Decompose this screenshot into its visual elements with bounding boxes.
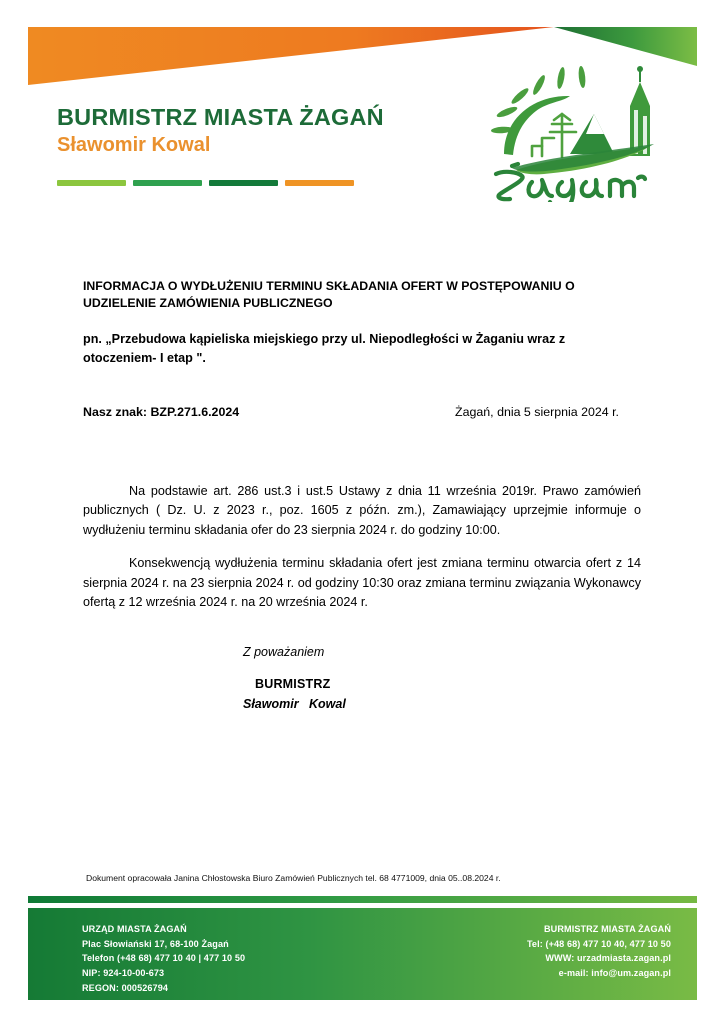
masthead-title: BURMISTRZ MIASTA ŻAGAŃ xyxy=(57,104,384,130)
footer-mayor-phone: Tel: (+48 68) 477 10 40, 477 10 50 xyxy=(526,938,671,949)
footer-office-details xyxy=(82,922,245,996)
logo-church-tower xyxy=(630,66,650,156)
footer-office-name: URZĄD MIASTA ŻAGAŃ xyxy=(82,924,187,934)
footer-email[interactable]: e-mail: info@um.zagan.pl xyxy=(558,968,671,979)
footer-office-address: Plac Słowiański 17, 68-100 Żagań xyxy=(82,938,229,949)
accent-bar-4 xyxy=(285,180,354,186)
orange-wedge xyxy=(28,27,554,85)
document-title-line-2: UDZIELENIE ZAMÓWIENIA PUBLICZNEGO xyxy=(83,296,333,311)
accent-bar-1 xyxy=(57,180,126,186)
document-body xyxy=(83,278,641,713)
accent-bar-2 xyxy=(133,180,202,186)
prepared-by-note: Dokument opracowała Janina Chłostowska Biuro Zamówień Publicznych tel. 68 4771009, dnia 05..08.2024 r. xyxy=(86,873,501,883)
footer-contact-band xyxy=(28,908,697,1000)
footer-divider-bar xyxy=(28,896,697,903)
masthead xyxy=(57,104,457,157)
footer-office-regon: REGON: 000526794 xyxy=(82,982,169,993)
accent-bar-group xyxy=(57,180,354,186)
green-wedge xyxy=(554,27,697,66)
logo-gate-figure xyxy=(532,114,576,157)
reference-number: Nasz znak: BZP.271.6.2024 xyxy=(83,404,240,419)
footer-office-phone: Telefon (+48 68) 477 10 40 | 477 10 50 xyxy=(82,953,246,964)
footer-office-nip: NIP: 924-10-00-673 xyxy=(82,968,165,979)
footer-website[interactable]: WWW: urzadmiasta.zagan.pl xyxy=(545,953,671,964)
document-subject: pn. „Przebudowa kąpieliska miejskiego przy ul. Niepodległości w Żaganiu wraz z otoczeniem- I etap ". xyxy=(83,331,566,365)
zagan-logo xyxy=(482,62,692,202)
document-title-line-1: INFORMACJA O WYDŁUŻENIU TERMINU SKŁADANIA OFERT W POSTĘPOWANIU O xyxy=(83,279,575,293)
place-and-date: Żagań, dnia 5 sierpnia 2024 r. xyxy=(455,404,619,419)
paragraph-consequences: Konsekwencją wydłużenia terminu składania ofert jest zmiana terminu otwarcia ofert z 14 sierpnia 2024 r. na 23 sierpnia 2024 r. od godziny 10:30 oraz zmiana terminu związania Wykonawcy ofertą z 12 września 2024 r. na 20 września 2024 r. xyxy=(83,556,641,610)
signer-name: Sławomir Kowal xyxy=(243,697,346,712)
accent-bar-3 xyxy=(209,180,278,186)
paragraph-legal-basis: Na podstawie art. 286 ust.3 i ust.5 Ustawy z dnia 11 września 2019r. Prawo zamówień publicznych ( Dz. U. z 2023 r., poz. 1605 z późn. zm.), Zamawiający uprzejmie informuje o wydłużeniu terminu składania ofer do 23 sierpnia 2024 r. do godziny 10:00. xyxy=(83,483,641,537)
document-title xyxy=(83,278,641,313)
footer-mayor-details xyxy=(527,922,671,981)
reference-row xyxy=(83,404,641,422)
signature-block xyxy=(167,643,641,713)
closing-regards: Z poważaniem xyxy=(243,644,325,659)
signer-role: BURMISTRZ xyxy=(255,676,331,691)
masthead-subtitle: Sławomir Kowal xyxy=(57,134,211,157)
footer-mayor-title: BURMISTRZ MIASTA ŻAGAŃ xyxy=(544,924,671,934)
